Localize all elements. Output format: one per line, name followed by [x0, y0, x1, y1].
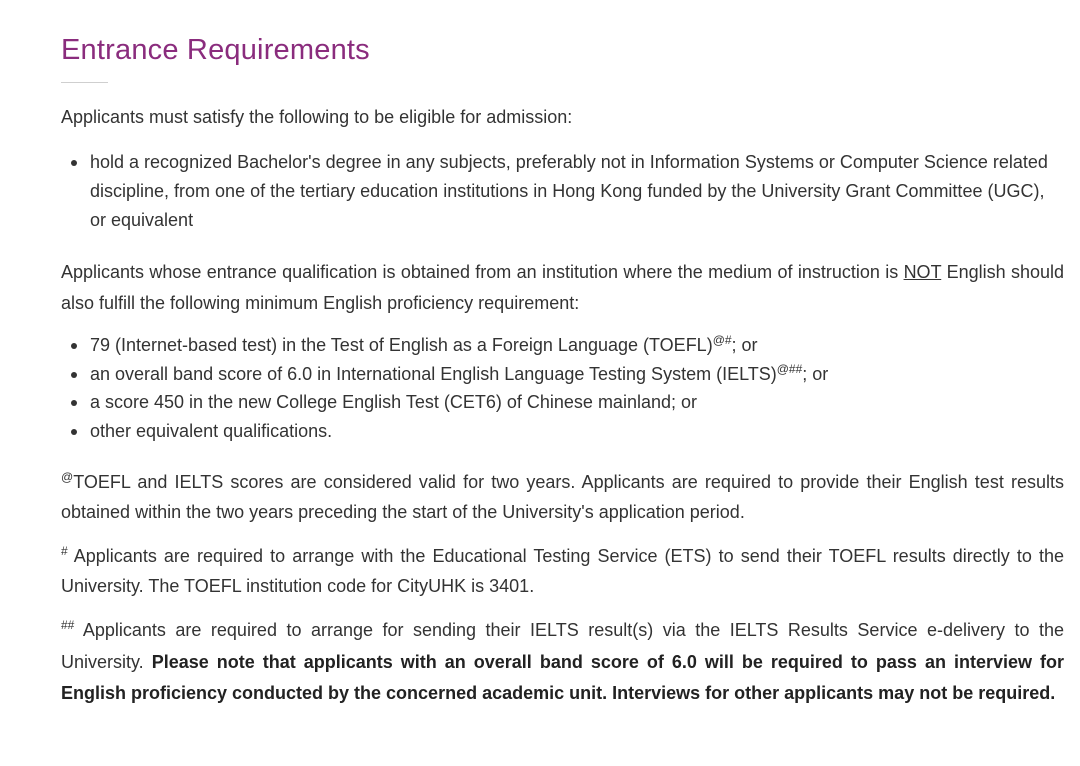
ielts-item-suffix: ; or	[802, 363, 829, 384]
footnote-at-marker: @	[61, 470, 74, 484]
list-item	[61, 417, 1064, 446]
toefl-item-footnote-mark: @#	[712, 333, 732, 347]
bullet-icon	[71, 372, 77, 378]
bullet-icon	[71, 400, 77, 406]
footnote-double-hash-marker: ##	[61, 618, 75, 632]
list-item	[61, 148, 1064, 235]
entrance-requirements-section	[61, 30, 1064, 710]
footnote-at-text: TOEFL and IELTS scores are considered valid for two years. Applicants are required to provide their English test results obtained within the two years preceding the start of the University's application period.	[61, 472, 1064, 522]
list-item	[61, 360, 1064, 389]
eligibility-item-text: hold a recognized Bachelor's degree in any subjects, preferably not in Information Systems or Computer Science related discipline, from one of the tertiary education institutions in Hong Kong funded by the University Grant Committee (UGC), or equivalent	[90, 152, 1048, 230]
bullet-icon	[71, 160, 77, 166]
title-underline-divider	[61, 82, 108, 83]
toefl-item-suffix: ; or	[731, 335, 758, 355]
toefl-item-text: 79 (Internet-based test) in the Test of English as a Foreign Language (TOEFL)	[90, 335, 713, 355]
ielts-item-footnote-mark: @##	[776, 361, 803, 376]
footnote-hash	[61, 541, 1064, 601]
footnote-double-hash-text: Applicants are required to arrange for sending their IELTS result(s) via the IELTS Results Service e-delivery to the University.	[61, 620, 1064, 672]
english-intro-underlined: NOT	[903, 262, 942, 282]
ielts-item-text: an overall band score of 6.0 in International English Language Testing System (IELTS)	[90, 363, 777, 384]
english-intro-part1: Applicants whose entrance qualification is obtained from an institution where the medium of instruction is	[61, 262, 904, 282]
footnote-double-hash	[61, 615, 1064, 710]
list-item	[61, 388, 1064, 417]
intro-text: Applicants must satisfy the following to be eligible for admission:	[61, 107, 573, 127]
interview-notice-bold: Please note that applicants with an overall band score of 6.0 will be required to pass an interview for English proficiency conducted by the concerned academic unit. Interviews for other applicants may not be required.	[61, 651, 1064, 703]
eligibility-list	[61, 148, 1064, 235]
footnote-hash-text: Applicants are required to arrange with the Educational Testing Service (ETS) to send their TOEFL results directly to the University. The TOEFL institution code for CityUHK is 3401.	[61, 546, 1064, 596]
page-title: Entrance Requirements	[61, 34, 370, 66]
english-proficiency-list	[61, 331, 1064, 445]
bullet-icon	[71, 429, 77, 435]
other-qualifications-item-text: other equivalent qualifications.	[90, 420, 333, 441]
english-intro-part2: English should also fulfill the following minimum English proficiency requirement:	[61, 262, 1064, 313]
footnote-hash-marker: #	[61, 544, 68, 558]
cet6-item-text: a score 450 in the new College English Test (CET6) of Chinese mainland; or	[90, 392, 697, 412]
bullet-icon	[71, 343, 77, 349]
list-item	[61, 331, 1064, 360]
footnote-at	[61, 467, 1064, 527]
english-requirement-intro	[61, 257, 1064, 319]
